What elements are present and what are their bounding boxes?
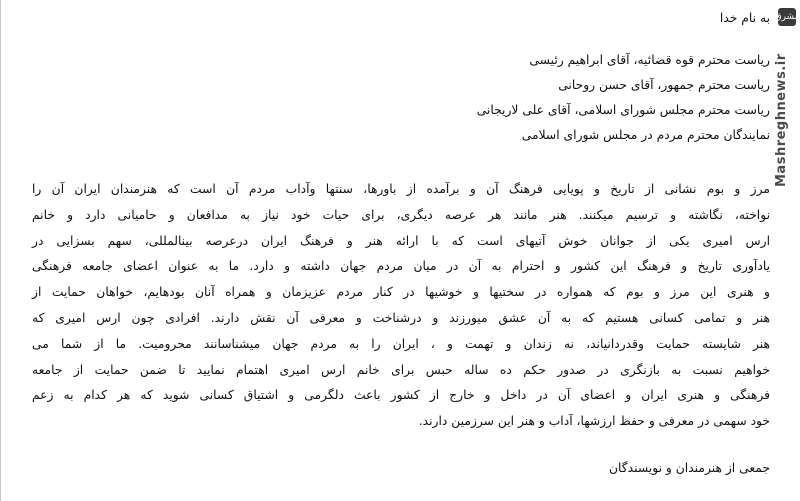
body-line: خود سهمی در معرفی و حفظ ارزشها، آداب و هنر این سرزمین دارند. — [418, 414, 770, 429]
body-line: ارس امیری یکی از جوانان خوش آتیهای است که با ارائه هنر و فرهنگ ایران درعرصه بینالمللی، سهم بسزایی در — [32, 233, 770, 248]
body-line: و هنری این مرز و بوم که همواره در سختیها و خوشیها در کنار مردم عزیزمان و همراه آنان بودهایم، خواهان حمایت از — [32, 285, 770, 300]
body-line: هنر شایسته حمایت وقدردانیاند، نه زندان و تهمت و ، ایران را به مردم جهان میشناسانند محرومیت. ما از شما می — [32, 336, 770, 351]
watermark-text: Mashreghnews.ir — [774, 53, 789, 187]
body-line: نواخته، نگاشته و ترسیم میکنند. هنر مانند هر عرصه دیگری، برای حیات خود نیاز به مدافعان و حامیانی دارد و خانم — [32, 207, 770, 222]
mashregh-logo-icon: مشرق — [778, 8, 796, 26]
body-line: فرهنگی و هنری ایران و اعضای آن در داخل و خارج از کشور باعث دلگرمی و اشتیاق کسانی شوید که هر کدام به زعم — [32, 388, 770, 403]
body-line: یادآوری تاریخ و فرهنگ این کشور و احترام به آن در میان مردم جهان داشته و دارد. ما به عنوان اعضای جامعه فرهنگی — [32, 259, 770, 274]
body-line: مرز و بوم نشانی از تاریخ و پویایی فرهنگ آن و برآمده از باورها، سنتها وآداب مردم آن است که هنرمندان ایران آن را — [32, 182, 770, 196]
body-line: خواهیم نسبت به بازنگری در صدور حکم ده ساله حبس برای خانم ارس امیری اهتمام نمایید تا ضمن حمایت از جامعه — [32, 362, 770, 377]
recipient-line: نمایندگان محترم مردم در مجلس شورای اسلامی — [521, 128, 770, 142]
recipient-line: ریاست محترم قوه قضائیه، آقای ابراهیم رئیسی — [529, 53, 770, 67]
signature-line: جمعی از هنرمندان و نویسندگان — [609, 461, 770, 475]
recipient-line: ریاست محترم مجلس شورای اسلامی، آقای علی لاریجانی — [476, 103, 770, 117]
letter-heading: به نام خدا — [719, 11, 770, 25]
letter-body — [32, 177, 770, 435]
recipient-line: ریاست محترم جمهور، آقای حسن روحانی — [558, 78, 770, 92]
body-line: هنر و تمامی کسانی هستیم که به آن عشق میورزند و درشناخت و معرفی آن نقش دارند. افرادی چون ارس امیری که — [32, 310, 770, 325]
